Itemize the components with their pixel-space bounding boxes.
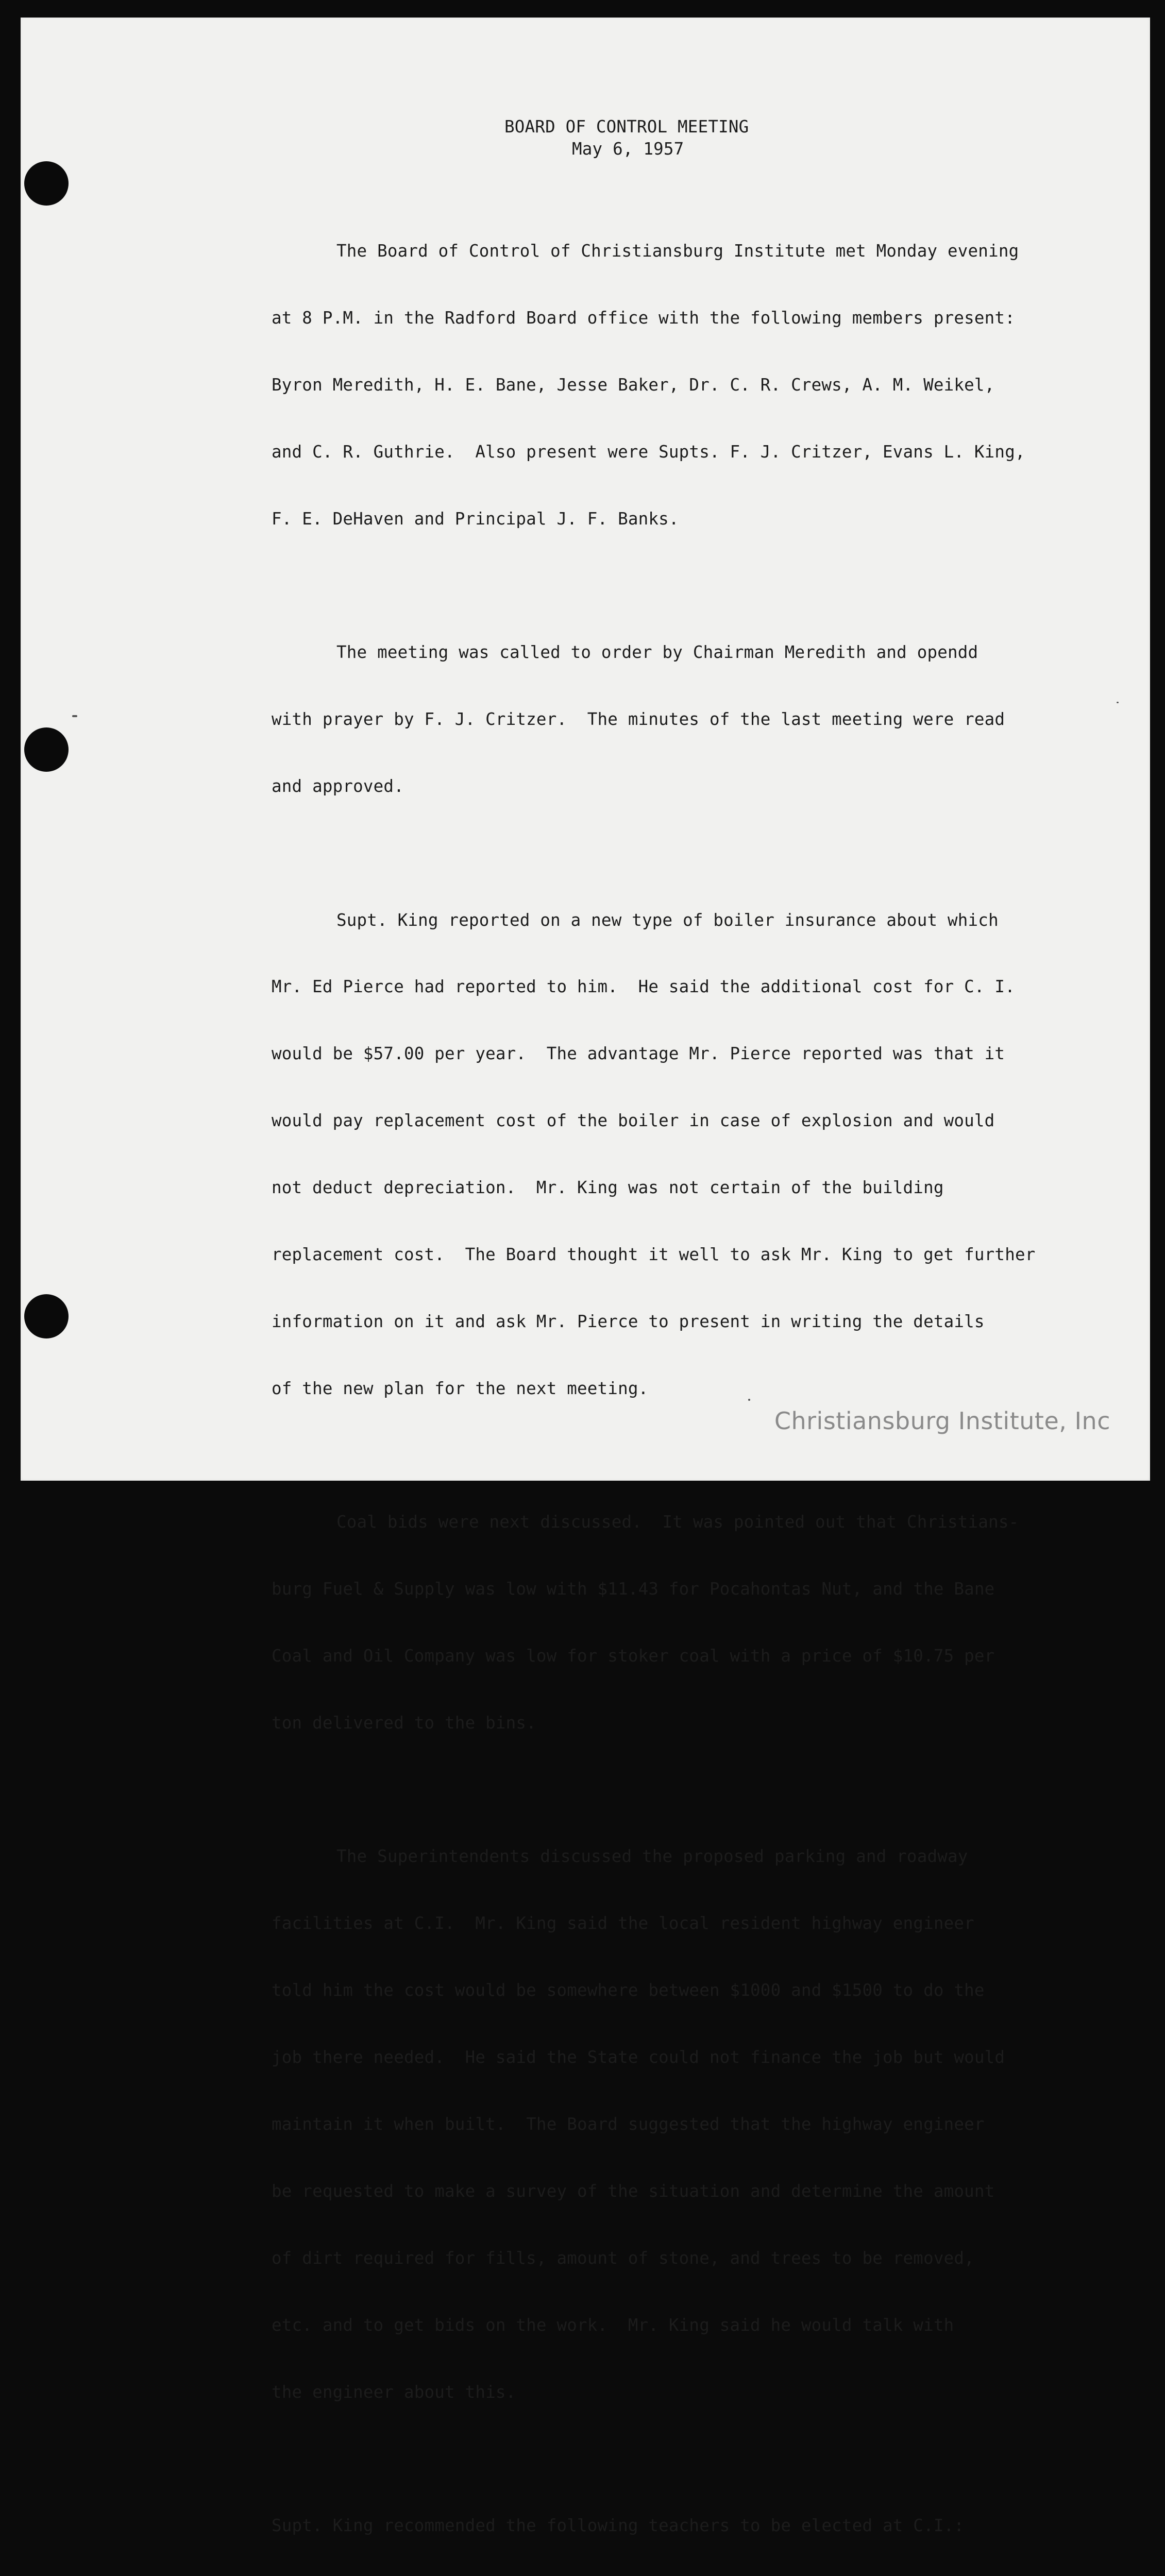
- text-line: would pay replacement cost of the boiler in case of explosion and would: [272, 1111, 995, 1131]
- text-line: and approved.: [272, 776, 404, 796]
- binder-hole-bottom: [24, 1294, 69, 1338]
- paragraph-coal-bids: [272, 1467, 1117, 1779]
- meeting-minutes: [272, 116, 1117, 2576]
- text-line: Coal bids were next discussed. It was pointed out that Christians-: [336, 1512, 1019, 1532]
- binder-hole-middle: [24, 727, 69, 772]
- text-line: told him the cost would be somewhere between $1000 and $1500 to do the: [272, 1980, 985, 2001]
- text-line: Supt. King recommended the following teachers to be elected at C.I.:: [272, 2515, 965, 2535]
- text-line: not deduct depreciation. Mr. King was not certain of the building: [272, 1178, 944, 1198]
- text-line: maintain it when built. The Board suggested that the highway engineer: [272, 2114, 985, 2134]
- text-line: information on it and ask Mr. Pierce to present in writing the details: [272, 1311, 985, 1331]
- text-line: ton delivered to the bins.: [272, 1713, 536, 1733]
- text-line: Mr. Ed Pierce had reported to him. He said the additional cost for C. I.: [272, 977, 1015, 997]
- paper-speck: [72, 715, 77, 717]
- text-line: facilities at C.I. Mr. King said the local resident highway engineer: [272, 1913, 974, 1934]
- text-line: etc. and to get bids on the work. Mr. King said he would talk with: [272, 2315, 954, 2335]
- text-line: of dirt required for fills, amount of stone, and trees to be removed,: [272, 2248, 974, 2268]
- recommendation-intro: [272, 2470, 1117, 2576]
- paragraph-attendance: [272, 196, 1117, 575]
- text-line: would be $57.00 per year. The advantage Mr. Pierce reported was that it: [272, 1044, 1005, 1064]
- text-line: The Superintendents discussed the proposed parking and roadway: [336, 1846, 968, 1867]
- paper-speck: [1117, 702, 1119, 703]
- text-line: The meeting was called to order by Chairman Meredith and opendd: [336, 642, 978, 663]
- document-date: May 6, 1957: [572, 139, 684, 159]
- text-line: be requested to make a survey of the situation and determine the amount: [272, 2181, 995, 2201]
- text-line: the engineer about this.: [272, 2382, 516, 2402]
- text-line: burg Fuel & Supply was low with $11.43 for Pocahontas Nut, and the Bane: [272, 1579, 995, 1599]
- text-line: with prayer by F. J. Critzer. The minutes of the last meeting were read: [272, 709, 1005, 730]
- text-line: F. E. DeHaven and Principal J. F. Banks.: [272, 509, 679, 529]
- paragraph-parking-roadway: [272, 1801, 1117, 2448]
- paragraph-call-to-order: [272, 597, 1117, 842]
- text-line: The Board of Control of Christiansburg Institute met Monday evening: [336, 241, 1019, 261]
- text-line: Supt. King reported on a new type of boiler insurance about which: [336, 910, 999, 930]
- document-title: BOARD OF CONTROL MEETING: [504, 117, 749, 137]
- text-line: and C. R. Guthrie. Also present were Supts. F. J. Critzer, Evans L. King,: [272, 442, 1025, 462]
- text-line: job there needed. He said the State could not finance the job but would: [272, 2047, 1005, 2067]
- text-line: Coal and Oil Company was low for stoker coal with a price of $10.75 per: [272, 1646, 995, 1666]
- text-line: at 8 P.M. in the Radford Board office with the following members present:: [272, 308, 1015, 328]
- watermark-text: Christiansburg Institute, Inc: [774, 1407, 1110, 1435]
- binder-hole-top: [24, 161, 69, 206]
- text-line: replacement cost. The Board thought it well to ask Mr. King to get further: [272, 1244, 1036, 1264]
- text-line: Byron Meredith, H. E. Bane, Jesse Baker, Dr. C. R. Crews, A. M. Weikel,: [272, 375, 995, 395]
- text-line: of the new plan for the next meeting.: [272, 1378, 649, 1398]
- paragraph-boiler-insurance: [272, 865, 1117, 1445]
